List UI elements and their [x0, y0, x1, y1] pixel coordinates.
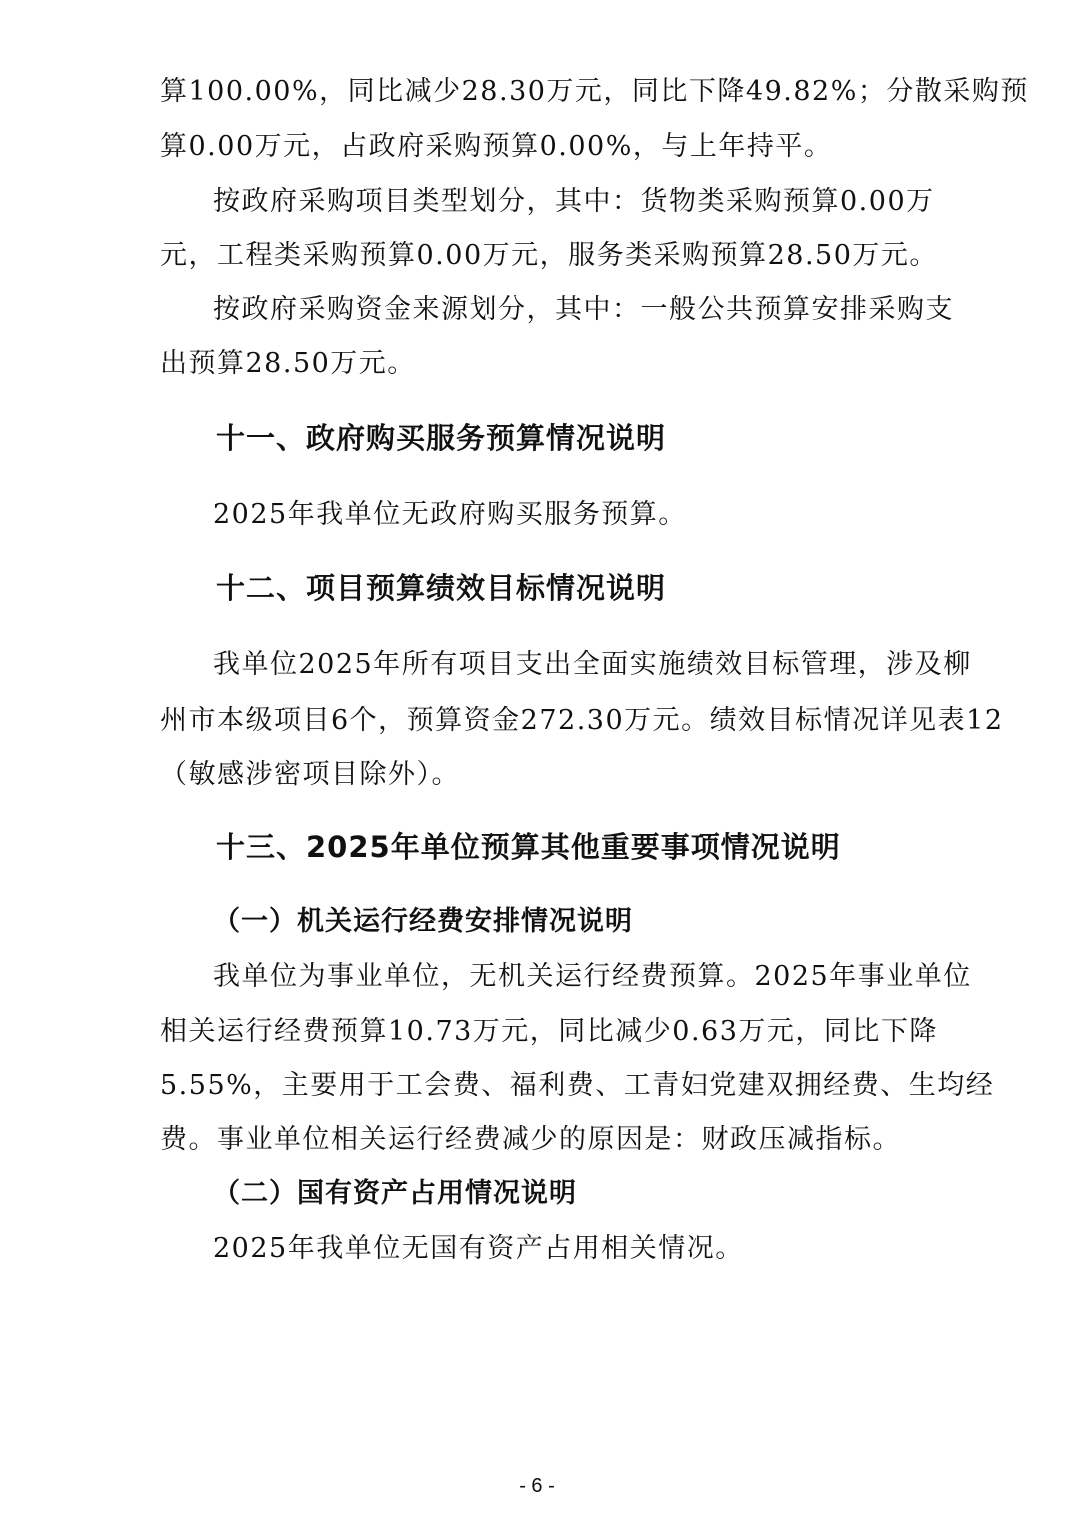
paragraph-line: 我单位为事业单位，无机关运行经费预算。2025年事业单位	[213, 961, 972, 992]
paragraph-line: 州市本级项目6个，预算资金272.30万元。绩效目标情况详见表12	[160, 705, 1004, 736]
paragraph-line: 相关运行经费预算10.73万元，同比减少0.63万元，同比下降	[160, 1016, 938, 1047]
page-number: - 6 -	[519, 1475, 555, 1497]
paragraph-line: 2025年我单位无国有资产占用相关情况。	[213, 1233, 744, 1264]
paragraph-line: 5.55%，主要用于工会费、福利费、工青妇党建双拥经费、生均经	[160, 1070, 995, 1101]
subsection-heading-2: （二）国有资产占用情况说明	[213, 1178, 577, 1209]
paragraph-line: 算0.00万元，占政府采购预算0.00%，与上年持平。	[160, 131, 833, 162]
paragraph-line: 我单位2025年所有项目支出全面实施绩效目标管理，涉及柳	[213, 649, 972, 680]
paragraph-line: 按政府采购项目类型划分，其中：货物类采购预算0.00万	[213, 186, 935, 217]
paragraph-line: （敏感涉密项目除外）。	[160, 759, 460, 790]
subsection-heading-1: （一）机关运行经费安排情况说明	[213, 906, 633, 937]
section-heading-12: 十二、项目预算绩效目标情况说明	[216, 571, 667, 605]
paragraph-line: 按政府采购资金来源划分，其中：一般公共预算安排采购支	[213, 294, 954, 325]
paragraph-line: 费。事业单位相关运行经费减少的原因是：财政压减指标。	[160, 1124, 901, 1155]
paragraph-line: 出预算28.50万元。	[160, 348, 416, 379]
section-heading-11: 十一、政府购买服务预算情况说明	[216, 421, 667, 455]
paragraph-line: 2025年我单位无政府购买服务预算。	[213, 499, 687, 530]
paragraph-line: 算100.00%，同比减少28.30万元，同比下降49.82%；分散采购预	[160, 76, 1029, 107]
paragraph-line: 元，工程类采购预算0.00万元，服务类采购预算28.50万元。	[160, 240, 938, 271]
section-heading-13: 十三、2025年单位预算其他重要事项情况说明	[216, 830, 841, 864]
